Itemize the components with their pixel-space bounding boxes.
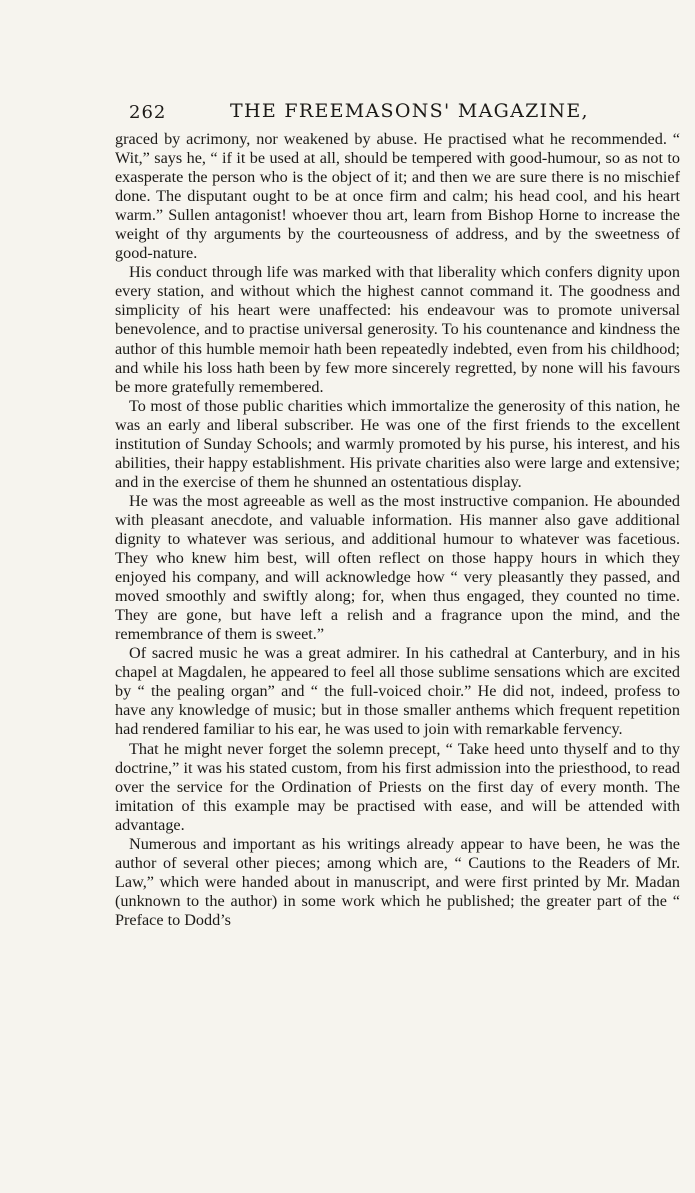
paragraph-7: Numerous and important as his writings already appear to have been, he was the author of several other pieces; among which are, “ Cautions to the Readers of Mr. Law,” which were handed about in manuscript, and were first printed by Mr. Madan (unknown to the author) in some work which he published; the greater part of the “ Preface to Dodd’s <box>115 834 680 929</box>
running-title: THE FREEMASONS' MAGAZINE, <box>230 100 589 122</box>
paragraph-5: Of sacred music he was a great admirer. In his cathedral at Canterbury, and in his chapel at Magdalen, he appeared to feel all those sublime sensations which are excited by “ the pealing organ” and “ the full-voiced choir.” He did not, indeed, profess to have any knowledge of music; but in those smaller anthems which frequent repetition had rendered familiar to his ear, he was used to join with remarkable fervency. <box>115 644 680 739</box>
paragraph-6: That he might never forget the solemn precept, “ Take heed unto thyself and to thy doctrine,” it was his stated custom, from his first admission into the priesthood, to read over the service for the Ordination of Priests on the first day of every month. The imitation of this example may be practised with ease, and will be attended with advantage. <box>115 739 680 834</box>
paragraph-2: His conduct through life was marked with that liberality which confers dignity upon every station, and without which the highest cannot command it. The goodness and simplicity of his heart were unaffected: his endeavour was to promote universal benevolence, and to practise universal generosity. To his countenance and kindness the author of this humble memoir hath been repeatedly indebted, even from his childhood; and while his loss hath been by few more sincerely regretted, by none will his favours be more gratefully remembered. <box>115 263 680 396</box>
article-body <box>115 130 680 930</box>
paragraph-1: graced by acrimony, nor weakened by abuse. He practised what he recommended. “ Wit,” says he, “ if it be used at all, should be tempered with good-humour, so as not to exasperate the person who is the object of it; and then we are sure there is no mischief done. The disputant ought to be at once firm and calm; his head cool, and his heart warm.” Sullen antagonist! whoever thou art, learn from Bishop Horne to increase the weight of thy arguments by the courteousness of address, and by the sweetness of good-nature. <box>115 130 680 263</box>
paragraph-3: To most of those public charities which immortalize the generosity of this nation, he was an early and liberal subscriber. He was one of the first friends to the excellent institution of Sunday Schools; and warmly promoted by his purse, his interest, and his abilities, their happy establishment. His private charities also were large and extensive; and in the exercise of them he shunned an ostentatious display. <box>115 396 680 491</box>
page-number: 262 <box>129 102 167 123</box>
paragraph-4: He was the most agreeable as well as the most instructive companion. He abounded with pleasant anecdote, and valuable information. His manner also gave additional dignity to whatever was serious, and additional humour to whatever was facetious. They who knew him best, will often reflect on those happy hours in which they enjoyed his company, and will acknowledge how “ very pleasantly they passed, and moved smoothly and swiftly along; for, when thus engaged, they counted no time. They are gone, but have left a relish and a fragrance upon the mind, and the remembrance of them is sweet.” <box>115 491 680 644</box>
magazine-page <box>115 88 680 930</box>
page-header <box>115 88 680 128</box>
